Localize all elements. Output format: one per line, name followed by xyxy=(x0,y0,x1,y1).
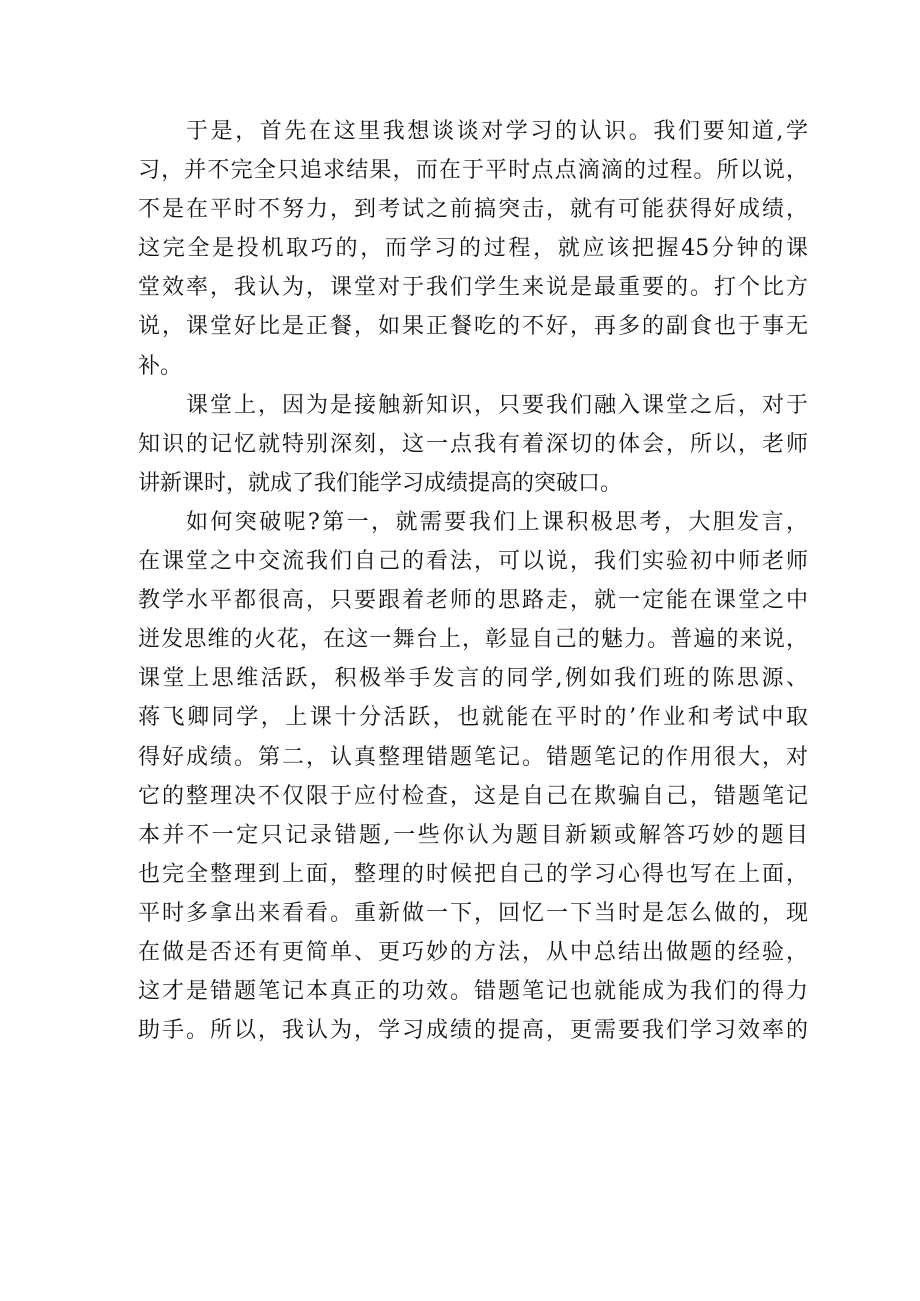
text-line: 在做是否还有更简单、更巧妙的方法，从中总结出做题的经验， xyxy=(138,939,808,965)
paragraph-3 xyxy=(138,503,808,1050)
text-line: 补。 xyxy=(138,353,183,379)
text-line: 也完全整理到上面，整理的时候把自己的学习心得也写在上面， xyxy=(138,861,808,887)
text-line: 课堂上思维活跃，积极举手发言的同学,例如我们班的陈思源、 xyxy=(138,666,808,692)
text-line: 于是，首先在这里我想谈谈对学习的认识。我们要知道,学 xyxy=(186,119,808,144)
text-line: 这才是错题笔记本真正的功效。错题笔记也就能成为我们的得力 xyxy=(138,979,808,1005)
body-text xyxy=(138,112,808,1050)
text-line: 如何突破呢?第一，就需要我们上课积极思考，大胆发言， xyxy=(186,509,808,535)
text-line: 讲新课时，就成了我们能学习成绩提高的突破口。 xyxy=(138,470,623,496)
text-line: 助手。所以，我认为，学习成绩的提高，更需要我们学习效率的 xyxy=(138,1018,808,1044)
text-line: 堂效率，我认为，课堂对于我们学生来说是最重要的。打个比方 xyxy=(138,275,808,301)
text-line: 教学水平都很高，只要跟着老师的思路走，就一定能在课堂之中 xyxy=(138,588,808,614)
text-line: 它的整理决不仅限于应付检查，这是自己在欺骗自己，错题笔记 xyxy=(138,783,808,809)
text-line: 知识的记忆就特别深刻，这一点我有着深切的体会，所以，老师 xyxy=(138,431,808,457)
text-line: 本并不一定只记录错题,一些你认为题目新颖或解答巧妙的题目 xyxy=(138,822,808,848)
text-line: 课堂上，因为是接触新知识，只要我们融入课堂之后，对于 xyxy=(186,392,808,418)
text-line: 这完全是投机取巧的，而学习的过程，就应该把握45分钟的课 xyxy=(138,236,808,262)
text-line: 在课堂之中交流我们自己的看法，可以说，我们实验初中师老师 xyxy=(138,549,808,575)
text-line: 得好成绩。第二，认真整理错题笔记。错题笔记的作用很大，对 xyxy=(138,744,808,770)
text-line: 蒋飞卿同学，上课十分活跃，也就能在平时的’作业和考试中取 xyxy=(138,705,808,731)
text-line: 习，并不完全只追求结果，而在于平时点点滴滴的过程。所以说， xyxy=(138,158,808,184)
text-line: 说，课堂好比是正餐，如果正餐吃的不好，再多的副食也于事无 xyxy=(138,314,808,340)
text-line: 不是在平时不努力，到考试之前搞突击，就有可能获得好成绩， xyxy=(138,197,808,223)
paragraph-2 xyxy=(138,386,808,503)
paragraph-1 xyxy=(138,112,808,386)
text-line: 平时多拿出来看看。重新做一下，回忆一下当时是怎么做的，现 xyxy=(138,900,808,926)
text-line: 迸发思维的火花，在这一舞台上，彰显自己的魅力。普遍的来说， xyxy=(138,627,808,653)
